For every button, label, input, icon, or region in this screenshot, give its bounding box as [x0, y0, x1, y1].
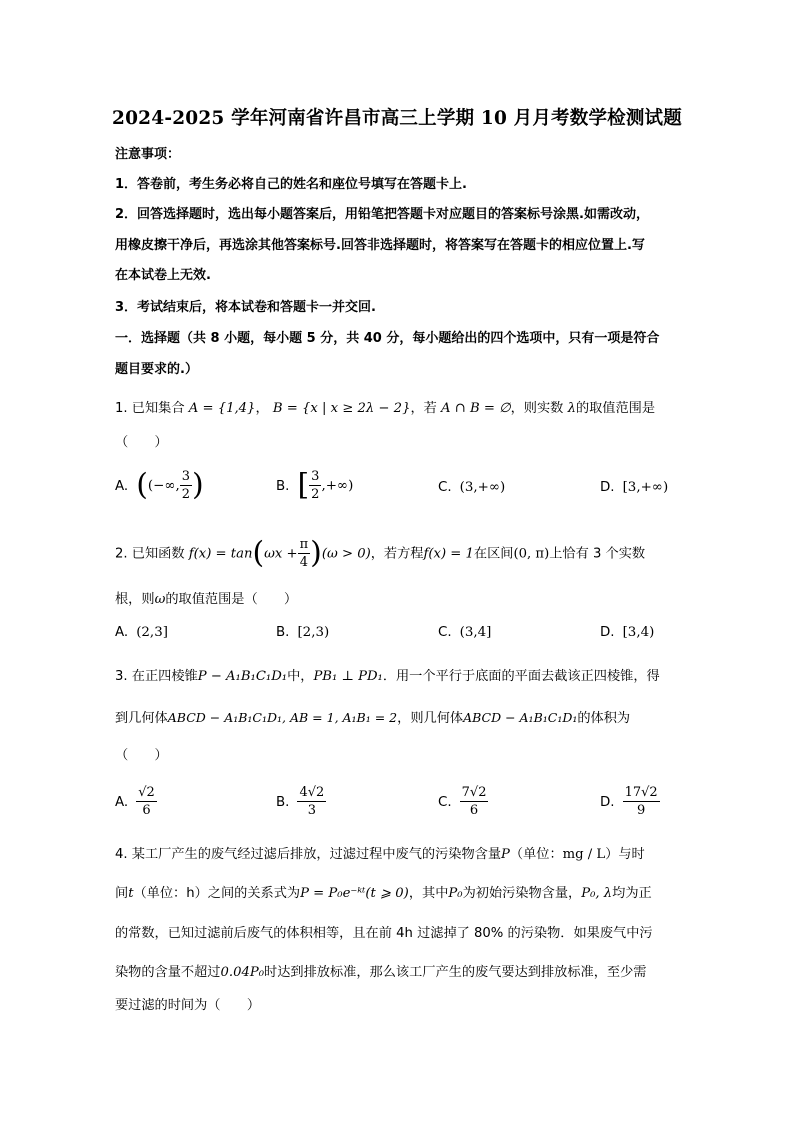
- question-4-line2: 间t（单位：h）之间的关系式为P = P₀e⁻ᵏᵗ(t ⩾ 0)，其中P₀为初始污染物含量，P₀, λ均为正: [115, 886, 652, 901]
- q2-option-c[interactable]: C. (3,4]: [438, 625, 492, 640]
- notice-2-cont: 用橡皮擦干净后，再选涂其他答案标号.回答非选择题时，将答案写在答题卡的相应位置上.写: [115, 238, 645, 253]
- q2-option-d[interactable]: D. [3,4): [600, 625, 655, 640]
- set-a: A = {1,4}: [188, 401, 256, 416]
- q2-option-a[interactable]: A. (2,3]: [115, 625, 168, 640]
- q1-option-d[interactable]: D. [3,+∞): [600, 480, 669, 495]
- q1-option-b[interactable]: B. [ $\frac{3}{2}$ ,+∞): [276, 467, 354, 503]
- question-2: 2. 已知函数 f(x) = tan(ωx + $\frac{\pi}{4}$ )(ω > 0)，若方程f(x) = 1在区间(0, π)上恰有 3 个实数: [115, 535, 646, 571]
- q1-option-c[interactable]: C. (3,+∞): [438, 480, 506, 495]
- question-4-line3: 的常数，已知过滤前后废气的体积相等，且在前 4h 过滤掉了 80% 的污染物．如果废气中污: [115, 926, 653, 941]
- q3-option-c[interactable]: C. $\frac{7√2}{6}$: [438, 785, 487, 818]
- condition: A ∩ B = ∅: [441, 401, 511, 416]
- notice-2: 2．回答选择题时，选出每小题答案后，用铅笔把答题卡对应题目的答案标号涂黑.如需改动，: [115, 207, 649, 222]
- question-1-paren: （ ）: [115, 435, 168, 450]
- notice-heading: 注意事项：: [115, 147, 181, 162]
- notice-3: 3．考试结束后，将本试卷和答题卡一并交回.: [115, 300, 376, 315]
- question-3: 3. 在正四棱锥P − A₁B₁C₁D₁中，PB₁ ⊥ PD₁．用一个平行于底面的平面去截该正四棱锥，得: [115, 669, 660, 684]
- question-3-cont: 到几何体ABCD − A₁B₁C₁D₁, AB = 1, A₁B₁ = 2，则几何体ABCD − A₁B₁C₁D₁的体积为: [115, 710, 631, 726]
- question-3-paren: （ ）: [115, 748, 168, 763]
- q3-option-b[interactable]: B. $\frac{4√2}{3}$: [276, 785, 325, 818]
- q1-option-a[interactable]: A. ((−∞, $\frac{3}{2}$ ): [115, 467, 204, 503]
- question-4: 4. 某工厂产生的废气经过滤后排放，过滤过程中废气的污染物含量P（单位：mg / L）与时: [115, 847, 645, 862]
- set-b: B = {x | x ≥ 2λ − 2}: [272, 401, 411, 416]
- question-4-line5: 要过滤的时间为（ ）: [115, 998, 261, 1013]
- question-1: 1. 已知集合 A = {1,4}， B = {x | x ≥ 2λ − 2}，若 A ∩ B = ∅，则实数 λ的取值范围是: [115, 401, 656, 416]
- notice-2-end: 在本试卷上无效.: [115, 268, 211, 283]
- question-4-line4: 染物的含量不超过0.04P₀时达到排放标准，那么该工厂产生的废气要达到排放标准，至少需: [115, 965, 647, 980]
- page-title: 2024-2025 学年河南省许昌市高三上学期 10 月月考数学检测试题: [112, 108, 682, 129]
- q3-option-a[interactable]: A. $\frac{√2}{6}$: [115, 785, 155, 818]
- section-heading: 一．选择题（共 8 小题，每小题 5 分，共 40 分，每小题给出的四个选项中，只有一项是符合: [115, 331, 660, 346]
- q3-option-d[interactable]: D. $\frac{17√2}{9}$: [600, 785, 658, 818]
- q2-option-b[interactable]: B. [2,3): [276, 625, 330, 640]
- question-2-cont: 根，则ω的取值范围是（ ）: [115, 592, 298, 607]
- section-heading-cont: 题目要求的.）: [115, 362, 198, 377]
- notice-1: 1．答卷前，考生务必将自己的姓名和座位号填写在答题卡上.: [115, 177, 467, 192]
